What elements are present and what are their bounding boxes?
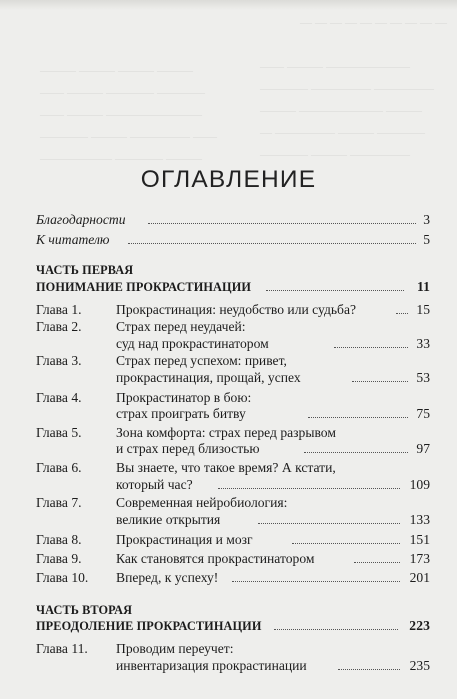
toc-page-number: 5 xyxy=(423,232,430,247)
dot-leader xyxy=(218,488,400,489)
toc-chapter-7 xyxy=(36,494,430,512)
toc-entry-to-reader xyxy=(36,231,430,249)
part-page-number: 11 xyxy=(416,279,430,294)
part-page-number: 223 xyxy=(409,618,430,633)
chapter-title-cont: и страх перед близостью xyxy=(116,441,260,456)
toc-chapter-8 xyxy=(36,531,430,549)
dot-leader xyxy=(266,290,404,291)
dot-leader xyxy=(232,581,400,582)
chapter-title-cont: великие открытия xyxy=(116,512,221,527)
toc-page-number: 3 xyxy=(423,212,430,227)
running-head-shadow xyxy=(0,0,457,10)
toc-chapter-2 xyxy=(36,318,430,336)
chapter-title: Вы знаете, что такое время? А кстати, xyxy=(116,460,336,475)
dot-leader xyxy=(308,417,408,418)
toc-chapter-4-cont xyxy=(36,405,430,423)
chapter-title-cont: инвентаризация прокрастинации xyxy=(116,658,307,673)
chapter-number: Глава 11. xyxy=(36,641,88,656)
chapter-number: Глава 1. xyxy=(36,302,82,317)
toc-page-number: 53 xyxy=(416,370,430,385)
part-title-row xyxy=(36,278,430,296)
chapter-number: Глава 5. xyxy=(36,425,82,440)
chapter-title: Прокрастинатор в бою: xyxy=(116,390,252,405)
toc-chapter-11-cont xyxy=(36,657,430,675)
page-title: ОГЛАВЛЕНИЕ xyxy=(140,166,317,193)
part-title: ПОНИМАНИЕ ПРОКРАСТИНАЦИИ xyxy=(36,280,252,294)
chapter-number: Глава 6. xyxy=(36,460,82,475)
chapter-title: Зона комфорта: страх перед разрывом xyxy=(116,425,336,440)
dot-leader xyxy=(292,543,400,544)
toc-page-number: 235 xyxy=(409,658,430,673)
dot-leader xyxy=(274,629,398,630)
toc-chapter-5-cont xyxy=(36,440,430,458)
chapter-title: Страх перед успехом: привет, xyxy=(116,353,287,368)
toc-chapter-2-cont xyxy=(36,335,430,353)
chapter-title: Как становятся прокрастинатором xyxy=(116,551,315,566)
part-label: ЧАСТЬ ПЕРВАЯ xyxy=(36,263,134,277)
chapter-number: Глава 3. xyxy=(36,353,82,368)
chapter-title-cont: страх проиграть битву xyxy=(116,406,246,421)
chapter-number: Глава 2. xyxy=(36,319,82,334)
toc-page-number: 201 xyxy=(409,570,430,585)
dot-leader xyxy=(338,669,400,670)
toc-page-number: 33 xyxy=(416,336,430,351)
chapter-number: Глава 9. xyxy=(36,551,82,566)
toc-page-number: 151 xyxy=(409,532,430,547)
toc-page-number: 75 xyxy=(416,406,430,421)
chapter-title-cont: который час? xyxy=(116,477,193,492)
toc-page-number: 173 xyxy=(409,551,430,566)
chapter-title: Современная нейробиология: xyxy=(116,495,288,510)
chapter-title-cont: прокрастинация, прощай, успех xyxy=(116,370,301,385)
chapter-title-cont: суд над прокрастинатором xyxy=(116,336,269,351)
chapter-number: Глава 8. xyxy=(36,532,82,547)
chapter-number: Глава 4. xyxy=(36,390,82,405)
part-label: ЧАСТЬ ВТОРАЯ xyxy=(36,603,133,617)
dot-leader xyxy=(128,243,416,244)
dot-leader xyxy=(396,313,408,314)
toc-chapter-3-cont xyxy=(36,369,430,387)
bleed-through-text: — — — — — — — — — — ——————— ——— —— ——— ——— ——— ——— ————— ————— ———— ———— ———— ——— —— ——— ——————— ——— ———————— ——— —— ———— ——— ————— — —— ————— ——— ———— ————— ——— ———— ——— ———— —————— xyxy=(40,15,447,165)
toc-page-number: 133 xyxy=(409,512,430,527)
chapter-title: Страх перед неудачей: xyxy=(116,319,246,334)
toc-chapter-6-cont xyxy=(36,476,430,494)
dot-leader xyxy=(352,381,408,382)
toc-chapter-1 xyxy=(36,301,430,319)
dot-leader xyxy=(354,562,400,563)
toc-chapter-11 xyxy=(36,640,430,658)
toc-chapter-9 xyxy=(36,550,430,568)
part-title-row xyxy=(36,617,430,635)
chapter-title: Прокрастинация и мозг xyxy=(116,532,253,547)
chapter-title: Вперед, к успеху! xyxy=(116,570,219,585)
toc-chapter-7-cont xyxy=(36,511,430,529)
dot-leader xyxy=(148,223,416,224)
dot-leader xyxy=(334,347,408,348)
dot-leader xyxy=(304,452,408,453)
toc-page-number: 109 xyxy=(409,477,430,492)
toc-page-number: 15 xyxy=(416,302,430,317)
toc-page-number: 97 xyxy=(416,441,430,456)
chapter-title: Прокрастинация: неудобство или судьба? xyxy=(116,302,357,317)
toc-entry-label: К читателю xyxy=(36,232,110,247)
toc-chapter-6 xyxy=(36,459,430,477)
chapter-title: Проводим переучет: xyxy=(116,641,234,656)
toc-chapter-10 xyxy=(36,569,430,587)
part-title: ПРЕОДОЛЕНИЕ ПРОКРАСТИНАЦИИ xyxy=(36,619,262,633)
toc-entry-label: Благодарности xyxy=(36,212,126,227)
chapter-number: Глава 10. xyxy=(36,570,89,585)
toc-chapter-3 xyxy=(36,352,430,370)
dot-leader xyxy=(258,523,400,524)
chapter-number: Глава 7. xyxy=(36,495,82,510)
toc-entry-acknowledgements xyxy=(36,211,430,229)
